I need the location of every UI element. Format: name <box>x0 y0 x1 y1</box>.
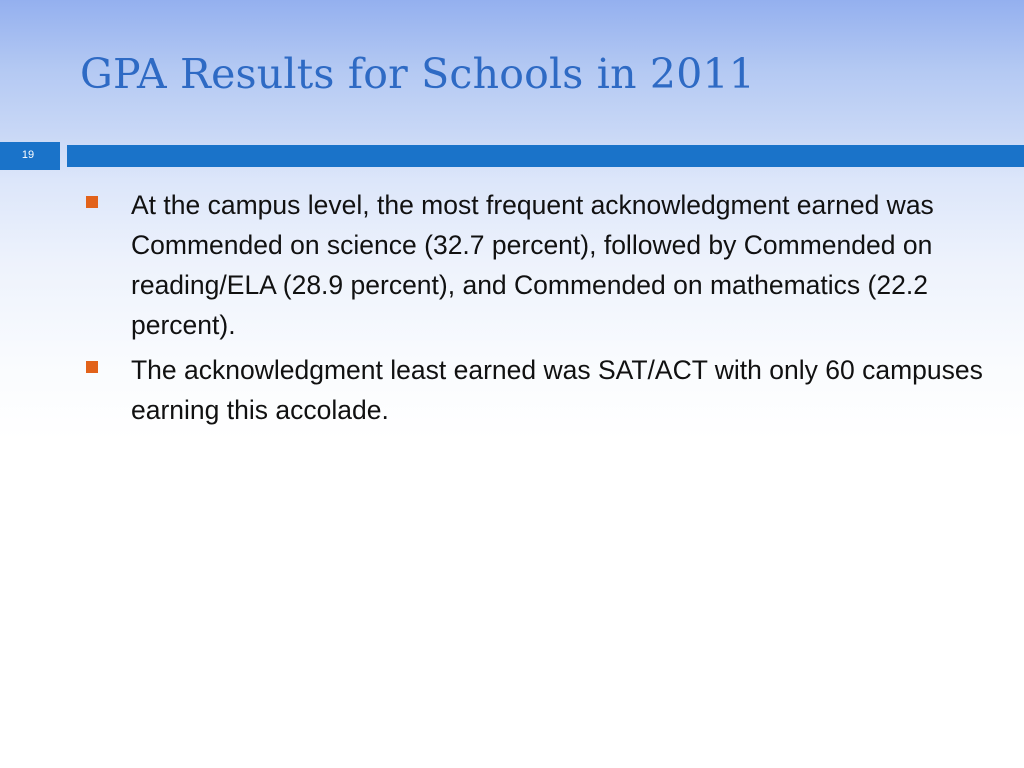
bullet-list <box>0 185 1024 435</box>
slide-number-box <box>0 142 60 170</box>
slide-title: GPA Results for Schools in 2011 <box>80 50 756 98</box>
bullet-item <box>0 185 991 345</box>
bullet-text: The acknowledgment least earned was SAT/ACT with only 60 campuses earning this accolade. <box>131 355 983 425</box>
bullet-text: At the campus level, the most frequent acknowledgment earned was Commended on science (32.7 percent), followed by Commended on reading/ELA (28.9 percent), and Commended on mathematics (22.2 percent). <box>131 190 934 340</box>
square-bullet-icon <box>86 361 98 373</box>
slide-number: 19 <box>21 149 35 161</box>
square-bullet-icon <box>86 196 98 208</box>
bullet-item <box>0 350 991 430</box>
title-divider <box>0 142 1024 170</box>
divider-bar <box>67 145 1024 167</box>
